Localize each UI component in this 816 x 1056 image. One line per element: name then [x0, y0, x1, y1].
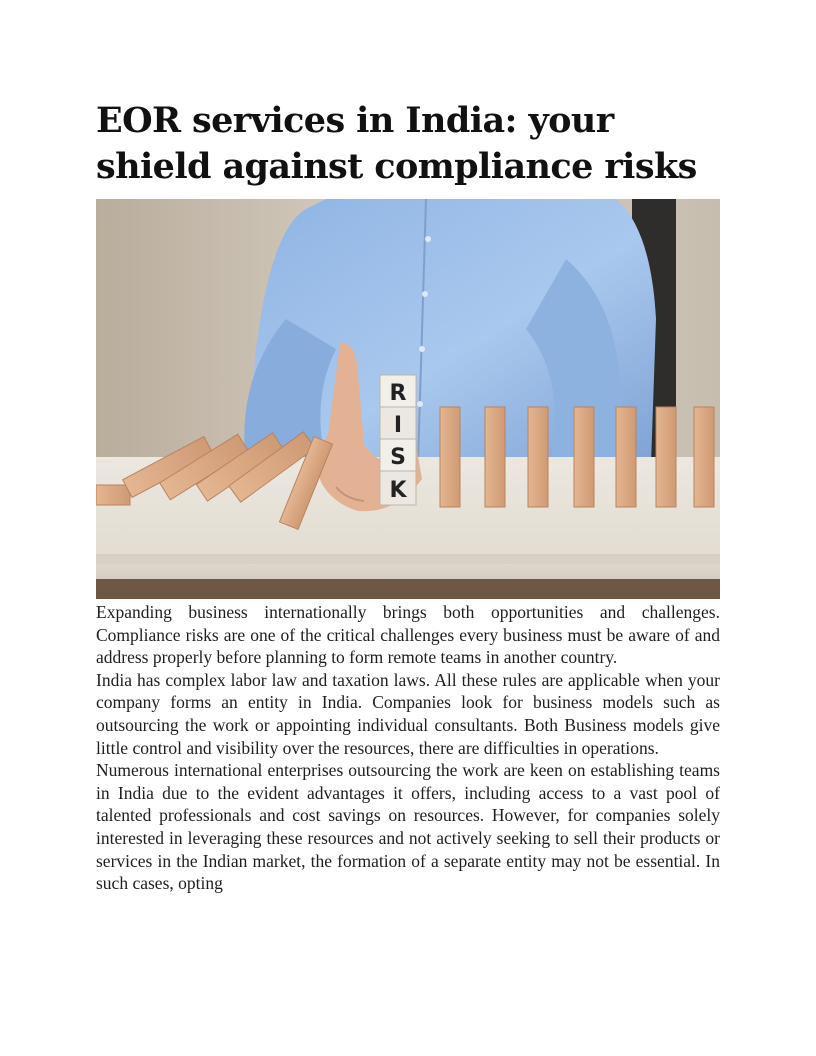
document-page [96, 98, 720, 895]
risk-letter-s: S [390, 445, 406, 470]
hero-image [96, 199, 720, 599]
risk-letter-r: R [389, 381, 407, 406]
article-body [96, 601, 720, 895]
paragraph: Expanding business internationally brings both opportunities and challenges. Compliance risks are one of the critical challenges every business must be aware of and address properly before planning to form remote teams in another country. [96, 602, 720, 668]
risk-blocks [380, 375, 416, 505]
paragraph: Numerous international enterprises outsourcing the work are keen on establishing teams in India due to the evident advantages it offers, including access to a vast pool of talented professionals and cost savings on resources. However, for companies solely interested in leveraging these resources and not actively seeking to sell their products or services in the Indian market, the formation of a separate entity may not be essential. In such cases, opting [96, 760, 720, 894]
paragraph: India has complex labor law and taxation laws. All these rules are applicable when your company forms an entity in India. Companies look for business models such as outsourcing the work or appointing individual consultants. Both Business models give little control and visibility over the resources, there are difficulties in operations. [96, 669, 720, 758]
risk-letter-k: K [389, 478, 407, 503]
article-title: EOR services in India: your shield against compliance risks [96, 100, 697, 187]
risk-letter-i: I [393, 413, 403, 438]
